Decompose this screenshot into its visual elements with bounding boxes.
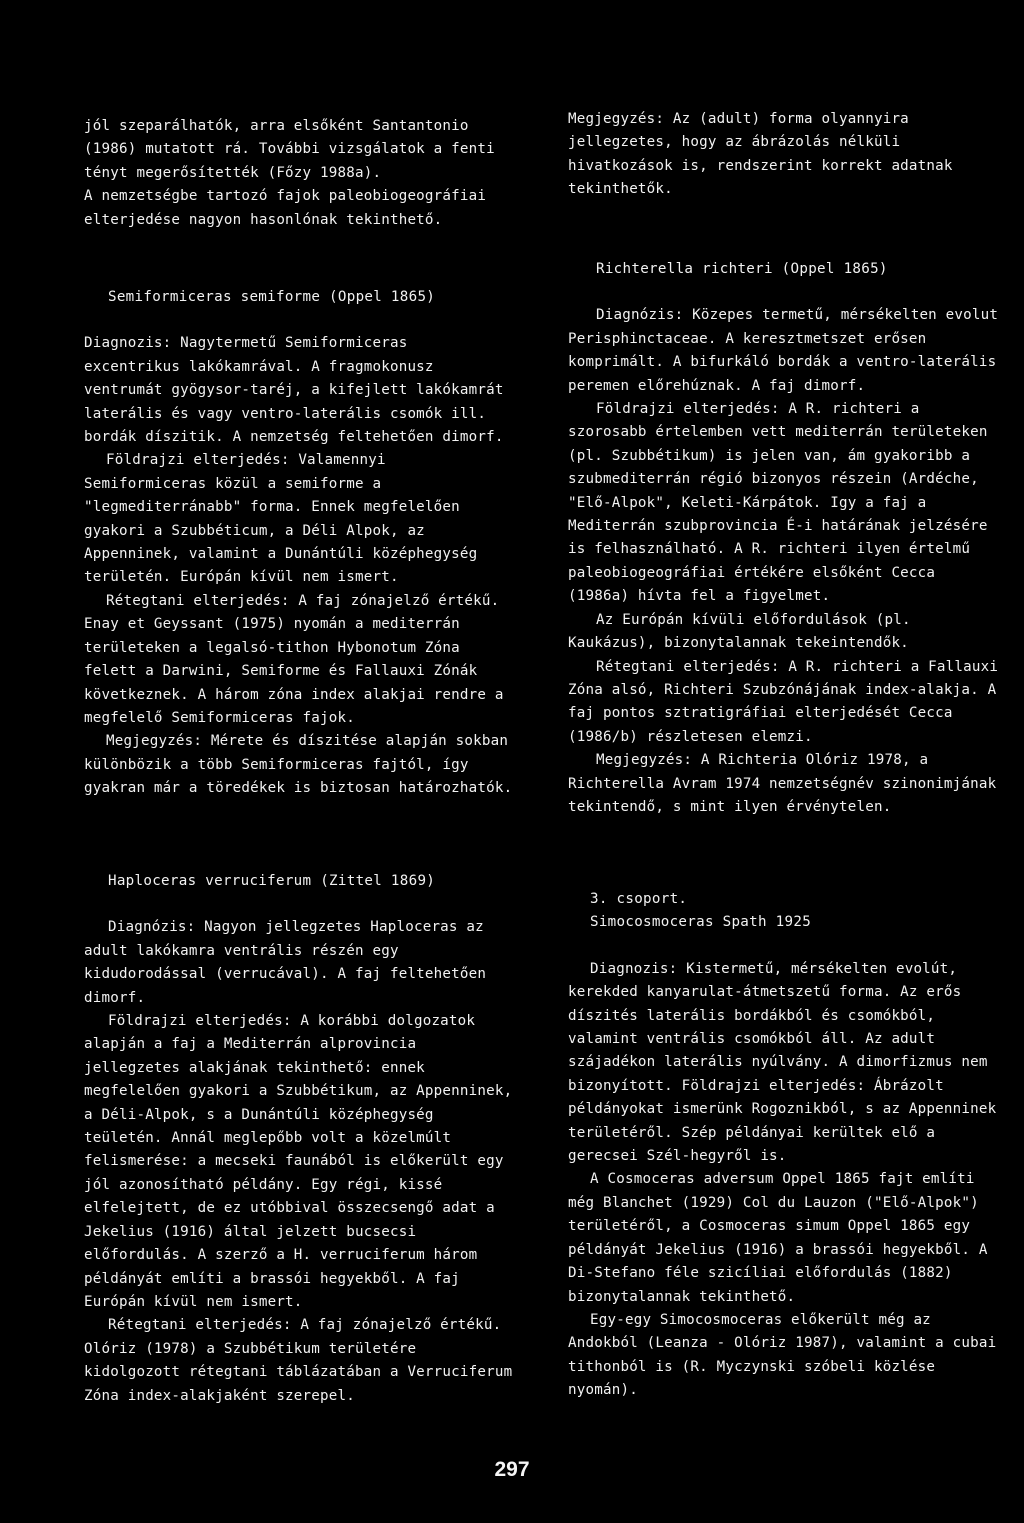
text-line: Perisphinctaceae. A keresztmetszet erősen: [568, 330, 927, 347]
section-simocosmoceras: [568, 888, 996, 1403]
text-line: Megjegyzés: A Richteria Olóriz 1978, a: [596, 752, 929, 769]
text-line: Egy-egy Simocosmoceras előkerült még az: [590, 1311, 931, 1328]
text-line: adult lakókamra ventrális részén egy: [84, 942, 399, 959]
text-line: felett a Darwini, Semiforme és Fallauxi Zónák: [84, 663, 478, 680]
text-line: még Blanchet (1929) Col du Lauzon ("Elő-Alpok"): [568, 1194, 979, 1211]
section-title: Simocosmoceras Spath 1925: [590, 914, 812, 931]
text-line: szorosabb értelemben vett mediterrán területeken: [568, 424, 988, 441]
text-line: ventrumát gyögysor-taréj, a kifejlett lakókamrát: [84, 382, 504, 399]
text-line: Megjegyzés: Az (adult) forma olyannyira: [568, 111, 909, 127]
text-line: Appenninek, valamint a Dunántúli középhegység: [84, 546, 478, 563]
text-line: díszités laterális bordákból és csomókból,: [568, 1007, 936, 1024]
text-line: Európán kívül nem ismert.: [84, 1293, 303, 1310]
text-line: alapján a faj a Mediterrán alprovincia: [84, 1036, 417, 1053]
section-title: Semiformiceras semiforme (Oppel 1865): [108, 289, 436, 305]
section-semiformiceras: [84, 286, 512, 801]
text-line: területéről, a Cosmoceras simum Oppel 1865 egy: [568, 1218, 971, 1235]
text-line: hivatkozások is, rendszerint korrekt adatnak: [568, 157, 953, 174]
text-line: Mediterrán szubprovincia É-i határának jelzésére: [568, 518, 988, 535]
text-line: Di-Stefano féle szicíliai előfordulás (1882): [568, 1265, 953, 1282]
text-line: (pl. Szubbétikum) is jelen van, ám gyakoribb a: [568, 447, 971, 464]
text-line: tényt megerősítették (Főzy 1988a).: [84, 164, 382, 181]
text-line: jól azonosítható példány. Egy régi, kissé: [84, 1176, 443, 1193]
text-line: Diagnózis: Nagyon jellegzetes Haploceras az: [108, 919, 484, 936]
text-line: Semiformiceras közül a semiforme a: [84, 475, 382, 492]
text-line: elterjedése nagyon hasonlónak tekinthető.: [84, 211, 443, 228]
text-line: gerecsei Szél-hegyről is.: [568, 1148, 787, 1165]
section-richterella: [568, 258, 998, 819]
text-line: Enay et Geyssant (1975) nyomán a mediterrán: [84, 616, 460, 633]
text-line: szubmediterrán régió bizonyos részein (Ardéche,: [568, 471, 979, 488]
text-line: dimorf.: [84, 989, 146, 1006]
text-line: kidolgozott rétegtani táblázatában a Verruciferum: [84, 1364, 513, 1381]
top-left-fragment: [84, 115, 495, 232]
text-line: Rétegtani elterjedés: A faj zónajelző értékű.: [106, 592, 500, 609]
text-line: gyakori a Szubbéticum, a Déli Alpok, az: [84, 522, 425, 539]
text-line: Jekelius (1916) által jelzett bucsecsi: [84, 1223, 417, 1240]
text-line: tekinthetők.: [568, 181, 673, 198]
text-line: (1986a) hívta fel a figyelmet.: [568, 588, 831, 605]
text-line: bizonytalannak tekinthető.: [568, 1288, 796, 1305]
text-line: Andokból (Leanza - Olóriz 1987), valamint a cubai: [568, 1335, 997, 1352]
page-number: 297: [494, 1458, 530, 1481]
text-line: Diagnozis: Kistermetű, mérsékelten evolút,: [590, 960, 958, 977]
text-line: komprimált. A bifurkáló bordák a ventro-laterális: [568, 354, 997, 371]
text-line: Kaukázus), bizonytalannak tekeintendők.: [568, 635, 909, 652]
text-line: Megjegyzés: Mérete és díszitése alapján sokban: [106, 733, 509, 750]
text-line: felismerése: a mecseki faunából is előkerült egy: [84, 1153, 504, 1170]
text-line: (1986) mutatott rá. További vizsgálatok a fenti: [84, 141, 495, 158]
text-line: megfelelően gyakori a Szubbétikum, az Appenninek,: [84, 1083, 513, 1100]
text-line: paleobiogeográfiai értékére elsőként Cecca: [568, 564, 936, 581]
section-haploceras: [84, 870, 512, 1408]
section-title: Haploceras verruciferum (Zittel 1869): [108, 873, 436, 889]
group-label: 3. csoport.: [590, 891, 688, 907]
text-line: excentrikus lakókamrával. A fragmokonusz: [84, 358, 434, 375]
text-line: előfordulás. A szerző a H. verruciferum három: [84, 1247, 478, 1264]
text-line: példányát említi a brassói hegyekből. A faj: [84, 1270, 460, 1287]
text-line: bordák díszitik. A nemzetség feltehetően dimorf.: [84, 429, 504, 446]
text-line: területéről. Szép példányai kerültek elő a: [568, 1124, 936, 1141]
text-line: A Cosmoceras adversum Oppel 1865 fajt említi: [590, 1171, 975, 1188]
text-line: példányokat ismerünk Rogoznikból, s az Appenninek: [568, 1101, 997, 1118]
text-line: tekintendő, s mint ilyen érvénytelen.: [568, 798, 892, 815]
text-line: következnek. A három zóna index alakjai rendre a: [84, 686, 504, 703]
text-line: "Elő-Alpok", Keleti-Kárpátok. Igy a faj a: [568, 494, 927, 511]
text-line: (1986/b) részletesen elemzi.: [568, 728, 813, 745]
text-line: különbözik a több Semiformiceras fajtól, így: [84, 756, 469, 773]
text-line: Rétegtani elterjedés: A R. richteri a Fallauxi: [596, 658, 999, 675]
text-line: Földrajzi elterjedés: Valamennyi: [106, 452, 386, 469]
text-line: peremen előrehúznak. A faj dimorf.: [568, 377, 866, 394]
text-line: valamint ventrális csomókból áll. Az adult: [568, 1031, 936, 1048]
text-line: kidudorodással (verrucával). A faj feltehetően: [84, 966, 487, 983]
text-line: területeken a legalsó-tithon Hybonotum Zóna: [84, 639, 460, 656]
text-line: teületén. Annál meglepőbb volt a közelmúlt: [84, 1130, 452, 1147]
text-line: jól szeparálhatók, arra elsőként Santantonio: [84, 118, 469, 134]
text-line: Az Európán kívüli előfordulások (pl.: [596, 611, 911, 628]
text-line: gyakran már a töredékek is biztosan határozhatók.: [84, 780, 513, 797]
text-line: tithonból is (R. Myczynski szóbeli közlése: [568, 1358, 936, 1375]
text-line: nyomán).: [568, 1382, 638, 1399]
text-line: is felhasználható. A R. richteri ilyen értelmű: [568, 541, 971, 558]
text-line: a Déli-Alpok, s a Dunántúli középhegység: [84, 1106, 434, 1123]
text-line: faj pontos sztratigráfiai elterjedését Cecca: [568, 705, 953, 722]
text-line: Zóna alsó, Richteri Szubzónájának index-alakja. A: [568, 681, 997, 698]
section-title: Richterella richteri (Oppel 1865): [596, 261, 888, 277]
text-line: A nemzetségbe tartozó fajok paleobiogeográfiai: [84, 188, 487, 205]
text-line: példányát Jekelius (1916) a brassói hegyekből. A: [568, 1241, 988, 1258]
text-line: megfelelő Semiformiceras fajok.: [84, 709, 355, 726]
text-line: Olóriz (1978) a Szubbétikum területére: [84, 1340, 417, 1357]
text-line: Rétegtani elterjedés: A faj zónajelző értékű.: [108, 1317, 502, 1334]
text-line: elfelejtett, de ez utóbbival összecsengő adat a: [84, 1200, 495, 1217]
text-line: kerekded kanyarulat-átmetszetű forma. Az erős: [568, 984, 962, 1001]
text-line: Földrajzi elterjedés: A korábbi dolgozatok: [108, 1013, 476, 1030]
text-line: szájadékon laterális nyúlvány. A dimorfizmus nem: [568, 1054, 988, 1071]
text-line: jellegzetes alakjának tekinthető: ennek: [84, 1059, 425, 1076]
text-line: bizonyított. Földrajzi elterjedés: Ábrázolt: [568, 1077, 944, 1094]
text-line: Földrajzi elterjedés: A R. richteri a: [596, 401, 920, 418]
text-line: "legmediterránabb" forma. Ennek megfelelően: [84, 499, 460, 516]
top-right-fragment: [568, 108, 953, 202]
text-line: Zóna index-alakjaként szerepel.: [84, 1387, 355, 1404]
text-line: Richterella Avram 1974 nemzetségnév szinonimjának: [568, 775, 997, 792]
text-line: területén. Európán kívül nem ismert.: [84, 569, 399, 586]
text-line: jellegzetes, hogy az ábrázolás nélküli: [568, 134, 901, 151]
text-line: laterális és vagy ventro-laterális csomók ill.: [84, 405, 487, 422]
text-line: Diagnozis: Nagytermetű Semiformiceras: [84, 335, 408, 352]
text-line: Diagnózis: Közepes termetű, mérsékelten evolut: [596, 307, 999, 324]
